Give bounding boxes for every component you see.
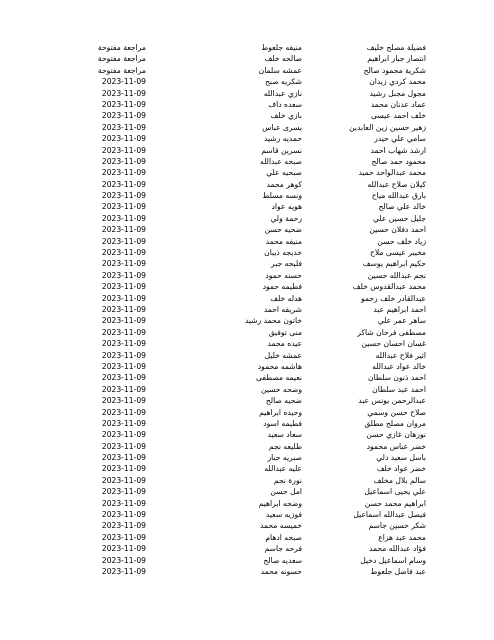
status-or-date: 2023-11-09 [101, 99, 146, 109]
status-or-date: 2023-11-09 [101, 339, 146, 349]
person-name: وسام اسماعيل دخيل [360, 555, 426, 565]
mother-name: نعيمه مصطفى [256, 373, 302, 383]
mother-name: هاشمه محمود [257, 361, 302, 371]
table-row [0, 236, 494, 247]
person-name: زياد خلف حسن [377, 236, 426, 246]
table-row [0, 88, 494, 99]
status-or-date: 2023-11-09 [101, 168, 146, 178]
mother-name: صالحه خلف [264, 54, 302, 64]
person-name: باسل سعيد دلي [376, 453, 426, 463]
mother-name: صبريه جبار [267, 453, 302, 463]
table-row [0, 179, 494, 190]
table-row [0, 407, 494, 418]
mother-name: عمشه خليل [264, 350, 302, 360]
person-name: ساهر عمر علي [377, 316, 426, 326]
table-row [0, 543, 494, 554]
mother-name: ضحيه حسن [264, 225, 302, 235]
person-name: عبدالقادر خلف رحمو [360, 293, 426, 303]
person-name: غسان احسان حسين [361, 339, 426, 349]
mother-name: منى توفيق [268, 327, 302, 337]
status-or-date: 2023-11-09 [101, 430, 146, 440]
person-name: نورهان غازي حسن [366, 430, 426, 440]
table-row [0, 99, 494, 110]
status-or-date: 2023-11-09 [101, 191, 146, 201]
mother-name: هويه عواد [271, 202, 302, 212]
status-or-date: 2023-11-09 [101, 544, 146, 554]
table-row [0, 270, 494, 281]
table-row [0, 555, 494, 566]
status-or-date: 2023-11-09 [101, 111, 146, 121]
person-name: محمد عبدالواحد حميد [358, 168, 426, 178]
table-row [0, 327, 494, 338]
mother-name: وضحه حسين [260, 384, 302, 394]
person-name: مخيبر عيسى ملاح [370, 248, 426, 258]
status-or-date: 2023-11-09 [101, 316, 146, 326]
mother-name: سعديه صالح [263, 555, 302, 565]
table-row [0, 452, 494, 463]
table-row [0, 520, 494, 531]
mother-name: شريفه احمد [263, 304, 302, 314]
mother-name: هدله خلف [270, 293, 302, 303]
table-row [0, 463, 494, 474]
table-row [0, 498, 494, 509]
status-or-date: 2023-11-09 [101, 350, 146, 360]
person-name: خضر عباس محمود [366, 441, 426, 451]
person-name: فؤاد عبدالله محمد [368, 544, 426, 554]
mother-name: وحيده ابراهيم [259, 407, 302, 417]
person-name: احمد عبد سلطان [372, 384, 426, 394]
mother-name: كوهر محمد [266, 179, 302, 189]
person-name: مصطفى فرحان شاكر [357, 327, 426, 337]
mother-name: فطيمه حمود [262, 282, 302, 292]
person-name: صلاح حسن وسمي [367, 407, 426, 417]
table-row [0, 293, 494, 304]
mother-name: فطيمه اسود [263, 418, 302, 428]
mother-name: خديجه ذيبان [264, 248, 302, 258]
mother-name: نازي عبدالله [263, 88, 302, 98]
mother-name: صبحيه علي [266, 168, 302, 178]
table-row [0, 395, 494, 406]
mother-name: امل حسن [270, 487, 302, 497]
status-or-date: 2023-11-09 [101, 293, 146, 303]
table-row [0, 509, 494, 520]
status-or-date: 2023-11-09 [101, 327, 146, 337]
person-name: خالد عواد عبدالله [372, 361, 426, 371]
mother-name: عيده محمد [267, 339, 302, 349]
person-name: انتصار جبار ابراهيم [367, 54, 426, 64]
status-or-date: 2023-11-09 [101, 407, 146, 417]
person-name: احمد ذنون سلطان [368, 373, 426, 383]
person-name: مجول مجبل رشيد [369, 88, 426, 98]
table-row [0, 76, 494, 87]
status-or-date: 2023-11-09 [101, 259, 146, 269]
table-row [0, 190, 494, 201]
table-row [0, 441, 494, 452]
status-or-date: مراجعة مفتوحة [97, 65, 146, 75]
table-row [0, 350, 494, 361]
mother-name: حسنه حمود [265, 270, 302, 280]
mother-name: سعده داف [268, 99, 302, 109]
table-row [0, 258, 494, 269]
table-row [0, 213, 494, 224]
status-or-date: 2023-11-09 [101, 396, 146, 406]
status-or-date: 2023-11-09 [101, 418, 146, 428]
person-name: ارشد شهاب احمد [370, 145, 426, 155]
status-or-date: 2023-11-09 [101, 498, 146, 508]
status-or-date: 2023-11-09 [101, 464, 146, 474]
table-row [0, 42, 494, 53]
table-row [0, 281, 494, 292]
table-row [0, 110, 494, 121]
status-or-date: 2023-11-09 [101, 510, 146, 520]
status-or-date: 2023-11-09 [101, 555, 146, 565]
status-or-date: 2023-11-09 [101, 179, 146, 189]
table-row [0, 429, 494, 440]
person-name: عماد عدنان محمد [370, 99, 426, 109]
person-name: شكرية محمود صالح [363, 65, 426, 75]
status-or-date: 2023-11-09 [101, 134, 146, 144]
table-row [0, 133, 494, 144]
table-row [0, 156, 494, 167]
status-or-date: 2023-11-09 [101, 156, 146, 166]
table-row [0, 486, 494, 497]
status-or-date: 2023-11-09 [101, 532, 146, 542]
status-or-date: 2023-11-09 [101, 384, 146, 394]
person-name: شكر حسين جاسم [368, 521, 426, 531]
status-or-date: 2023-11-09 [101, 304, 146, 314]
mother-name: حسونه محمد [260, 566, 302, 576]
person-name: خالد علي صالح [378, 202, 426, 212]
table-row [0, 475, 494, 486]
person-name: احمد ابراهيم عبد [373, 304, 426, 314]
table-row [0, 145, 494, 156]
person-name: احمد دفلان حسين [369, 225, 426, 235]
status-or-date: 2023-11-09 [101, 202, 146, 212]
person-name: خضر عواد خلف [376, 464, 426, 474]
person-name: بارق عبدالله مياح [371, 191, 426, 201]
person-name: زهير حسين زين العابدين [349, 122, 426, 132]
records-list [0, 42, 494, 577]
person-name: خلف احمد عيسى [370, 111, 426, 121]
status-or-date: 2023-11-09 [101, 441, 146, 451]
status-or-date: 2023-11-09 [101, 77, 146, 87]
mother-name: خميسه محمد [260, 521, 302, 531]
table-row [0, 65, 494, 76]
status-or-date: 2023-11-09 [101, 225, 146, 235]
status-or-date: 2023-11-09 [101, 145, 146, 155]
person-name: محمد عبد هزاع [378, 532, 426, 542]
status-or-date: 2023-11-09 [101, 213, 146, 223]
person-name: كيلان صلاح عبدالله [367, 179, 426, 189]
status-or-date: 2023-11-09 [101, 487, 146, 497]
person-name: حكيم ابراهيم يوسف [362, 259, 426, 269]
table-row [0, 372, 494, 383]
status-or-date: 2023-11-09 [101, 475, 146, 485]
table-row [0, 201, 494, 212]
status-or-date: 2023-11-09 [101, 282, 146, 292]
person-name: عبدالرحمن يونس عبد [358, 396, 426, 406]
person-name: محمد كردي زيدان [369, 77, 426, 87]
mother-name: فليحه جبر [271, 259, 302, 269]
status-or-date: 2023-11-09 [101, 361, 146, 371]
person-name: فضيلة مصلح خليف [366, 43, 426, 52]
table-row [0, 304, 494, 315]
mother-name: فوزيه سعيد [265, 510, 302, 520]
person-name: نجم عبدالله حسين [367, 270, 426, 280]
table-row [0, 224, 494, 235]
mother-name: نورة نجم [273, 475, 302, 485]
status-or-date: 2023-11-09 [101, 122, 146, 132]
mother-name: فرحه جاسم [264, 544, 302, 554]
mother-name: صبحه عبدالله [260, 156, 302, 166]
person-name: فيصل عبدالله اسماعيل [353, 510, 426, 520]
person-name: عبد فاضل جلعوط [370, 566, 426, 576]
status-or-date: 2023-11-09 [101, 521, 146, 531]
table-row [0, 247, 494, 258]
mother-name: وضحه ابراهيم [258, 498, 302, 508]
person-name: مروان مصلح مطلق [364, 418, 426, 428]
table-row [0, 361, 494, 372]
mother-name: شكريه صبح [265, 77, 302, 87]
mother-name: خاتون محمد رشيد [244, 316, 302, 326]
table-row [0, 418, 494, 429]
status-or-date: مراجعة مفتوحة [97, 54, 146, 64]
person-name: محمد عبدالقدوس خلف [352, 282, 426, 292]
mother-name: عليه عبدالله [264, 464, 302, 474]
mother-name: بازي خلف [270, 111, 302, 121]
person-name: محمود حمد صالح [371, 156, 426, 166]
status-or-date: 2023-11-09 [101, 88, 146, 98]
table-row [0, 53, 494, 64]
mother-name: ونسه مسلط [262, 191, 302, 201]
person-name: سامي علي حيدر [374, 134, 426, 144]
table-row [0, 384, 494, 395]
person-name: سالم بلال مخلف [373, 475, 426, 485]
mother-name: صبحه ادهام [265, 532, 302, 542]
status-or-date: 2023-11-09 [101, 248, 146, 258]
mother-name: يسرى عباس [262, 122, 302, 132]
person-name: جليل حسين علي [373, 213, 426, 223]
table-row [0, 122, 494, 133]
status-or-date: مراجعة مفتوحة [97, 43, 146, 52]
status-or-date: 2023-11-09 [101, 453, 146, 463]
table-row [0, 167, 494, 178]
person-name: ابراهيم محمد حسن [364, 498, 426, 508]
table-row [0, 566, 494, 577]
person-name: اثير فلاح عبدالله [375, 350, 426, 360]
mother-name: سعاد سعيد [267, 430, 302, 440]
status-or-date: 2023-11-09 [101, 566, 146, 576]
mother-name: عمشه سلمان [258, 65, 302, 75]
mother-name: منيفه جلعوط [261, 43, 302, 52]
mother-name: طليعه نجم [268, 441, 302, 451]
mother-name: رحمة ولي [270, 213, 302, 223]
mother-name: حمديه رشيد [264, 134, 302, 144]
status-or-date: 2023-11-09 [101, 236, 146, 246]
person-name: علي يحيى اسماعيل [364, 487, 426, 497]
status-or-date: 2023-11-09 [101, 270, 146, 280]
table-row [0, 338, 494, 349]
status-or-date: 2023-11-09 [101, 373, 146, 383]
mother-name: منيفه محمد [265, 236, 302, 246]
table-row [0, 532, 494, 543]
mother-name: نسرين قاسم [261, 145, 302, 155]
table-row [0, 315, 494, 326]
mother-name: ضحيه صالح [265, 396, 302, 406]
